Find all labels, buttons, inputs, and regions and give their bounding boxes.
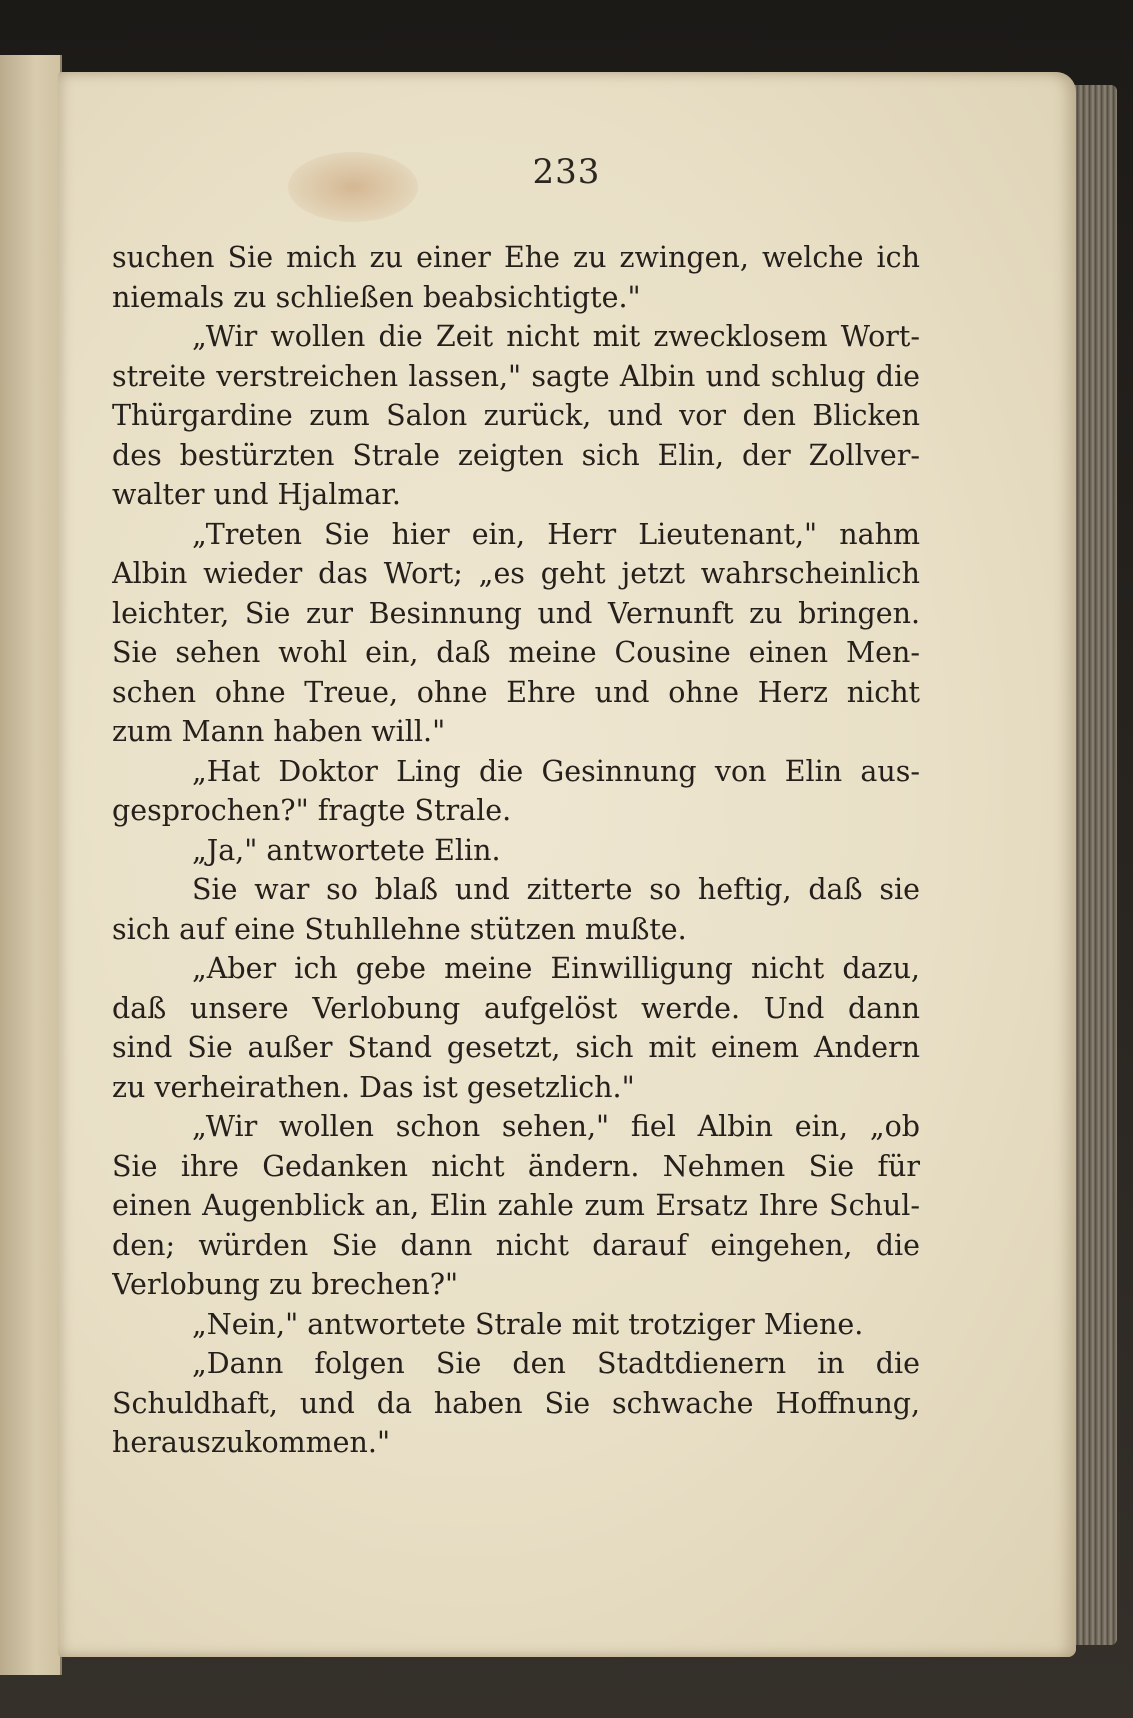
- text-line: zum Mann haben will.": [112, 715, 446, 748]
- text-line: Verlobung zu brechen?": [112, 1268, 459, 1301]
- text-line: Schuldhaft, und da haben Sie schwache Hoffnung,: [112, 1386, 920, 1420]
- text-line: „Ja," antwortete Elin.: [192, 833, 501, 867]
- text-line: Sie war so blaß und zitterte so heftig, daß sie: [192, 873, 920, 906]
- text-line: einen Augenblick an, Elin zahle zum Ersatz Ihre Schul-: [112, 1189, 920, 1222]
- text-line: Albin wieder das Wort; „es geht jetzt wahrscheinlich: [112, 557, 920, 590]
- text-line: niemals zu schließen beabsichtigte.": [112, 280, 641, 314]
- text-line: „Wir wollen die Zeit nicht mit zwecklosem Wort-: [192, 320, 920, 353]
- left-page-edge: [0, 55, 62, 1675]
- text-line: sind Sie außer Stand gesetzt, sich mit einem Andern: [112, 1031, 920, 1064]
- page-number: 233: [532, 152, 601, 192]
- text-line: „Aber ich gebe meine Einwilligung nicht dazu,: [192, 952, 920, 985]
- text-line: Thürgardine zum Salon zurück, und vor den Blicken: [112, 399, 920, 432]
- text-line: „Dann folgen Sie den Stadtdienern in die: [192, 1347, 920, 1380]
- text-line: gesprochen?" fragte Strale.: [112, 794, 512, 827]
- text-line: suchen Sie mich zu einer Ehe zu zwingen, welche ich: [112, 241, 920, 274]
- text-line: „Treten Sie hier ein, Herr Lieutenant," nahm: [192, 517, 920, 551]
- text-line: „Hat Doktor Ling die Gesinnung von Elin aus-: [192, 754, 920, 788]
- text-block: [112, 238, 920, 1463]
- text-line: des bestürzten Strale zeigten sich Elin, der Zollver-: [112, 438, 920, 472]
- text-line: schen ohne Treue, ohne Ehre und ohne Herz nicht: [112, 675, 920, 709]
- text-line: „Nein," antwortete Strale mit trotziger Miene.: [192, 1307, 864, 1341]
- text-line: Sie ihre Gedanken nicht ändern. Nehmen Sie für: [112, 1149, 920, 1183]
- text-line: walter und Hjalmar.: [112, 478, 401, 511]
- text-line: leichter, Sie zur Besinnung und Vernunft zu bringen.: [112, 596, 920, 630]
- text-line: „Wir wollen schon sehen," fiel Albin ein, „ob: [192, 1110, 920, 1143]
- text-line: herauszukommen.": [112, 1426, 391, 1459]
- text-line: den; würden Sie dann nicht darauf eingehen, die: [112, 1228, 920, 1262]
- text-line: Sie sehen wohl ein, daß meine Cousine einen Men-: [112, 636, 920, 669]
- text-line: daß unsere Verlobung aufgelöst werde. Und dann: [112, 991, 920, 1025]
- text-line: streite verstreichen lassen," sagte Albin und schlug die: [112, 359, 920, 393]
- text-line: sich auf eine Stuhllehne stützen mußte.: [112, 912, 687, 946]
- text-line: zu verheirathen. Das ist gesetzlich.": [112, 1070, 635, 1104]
- page-stack-edge: [1072, 85, 1117, 1645]
